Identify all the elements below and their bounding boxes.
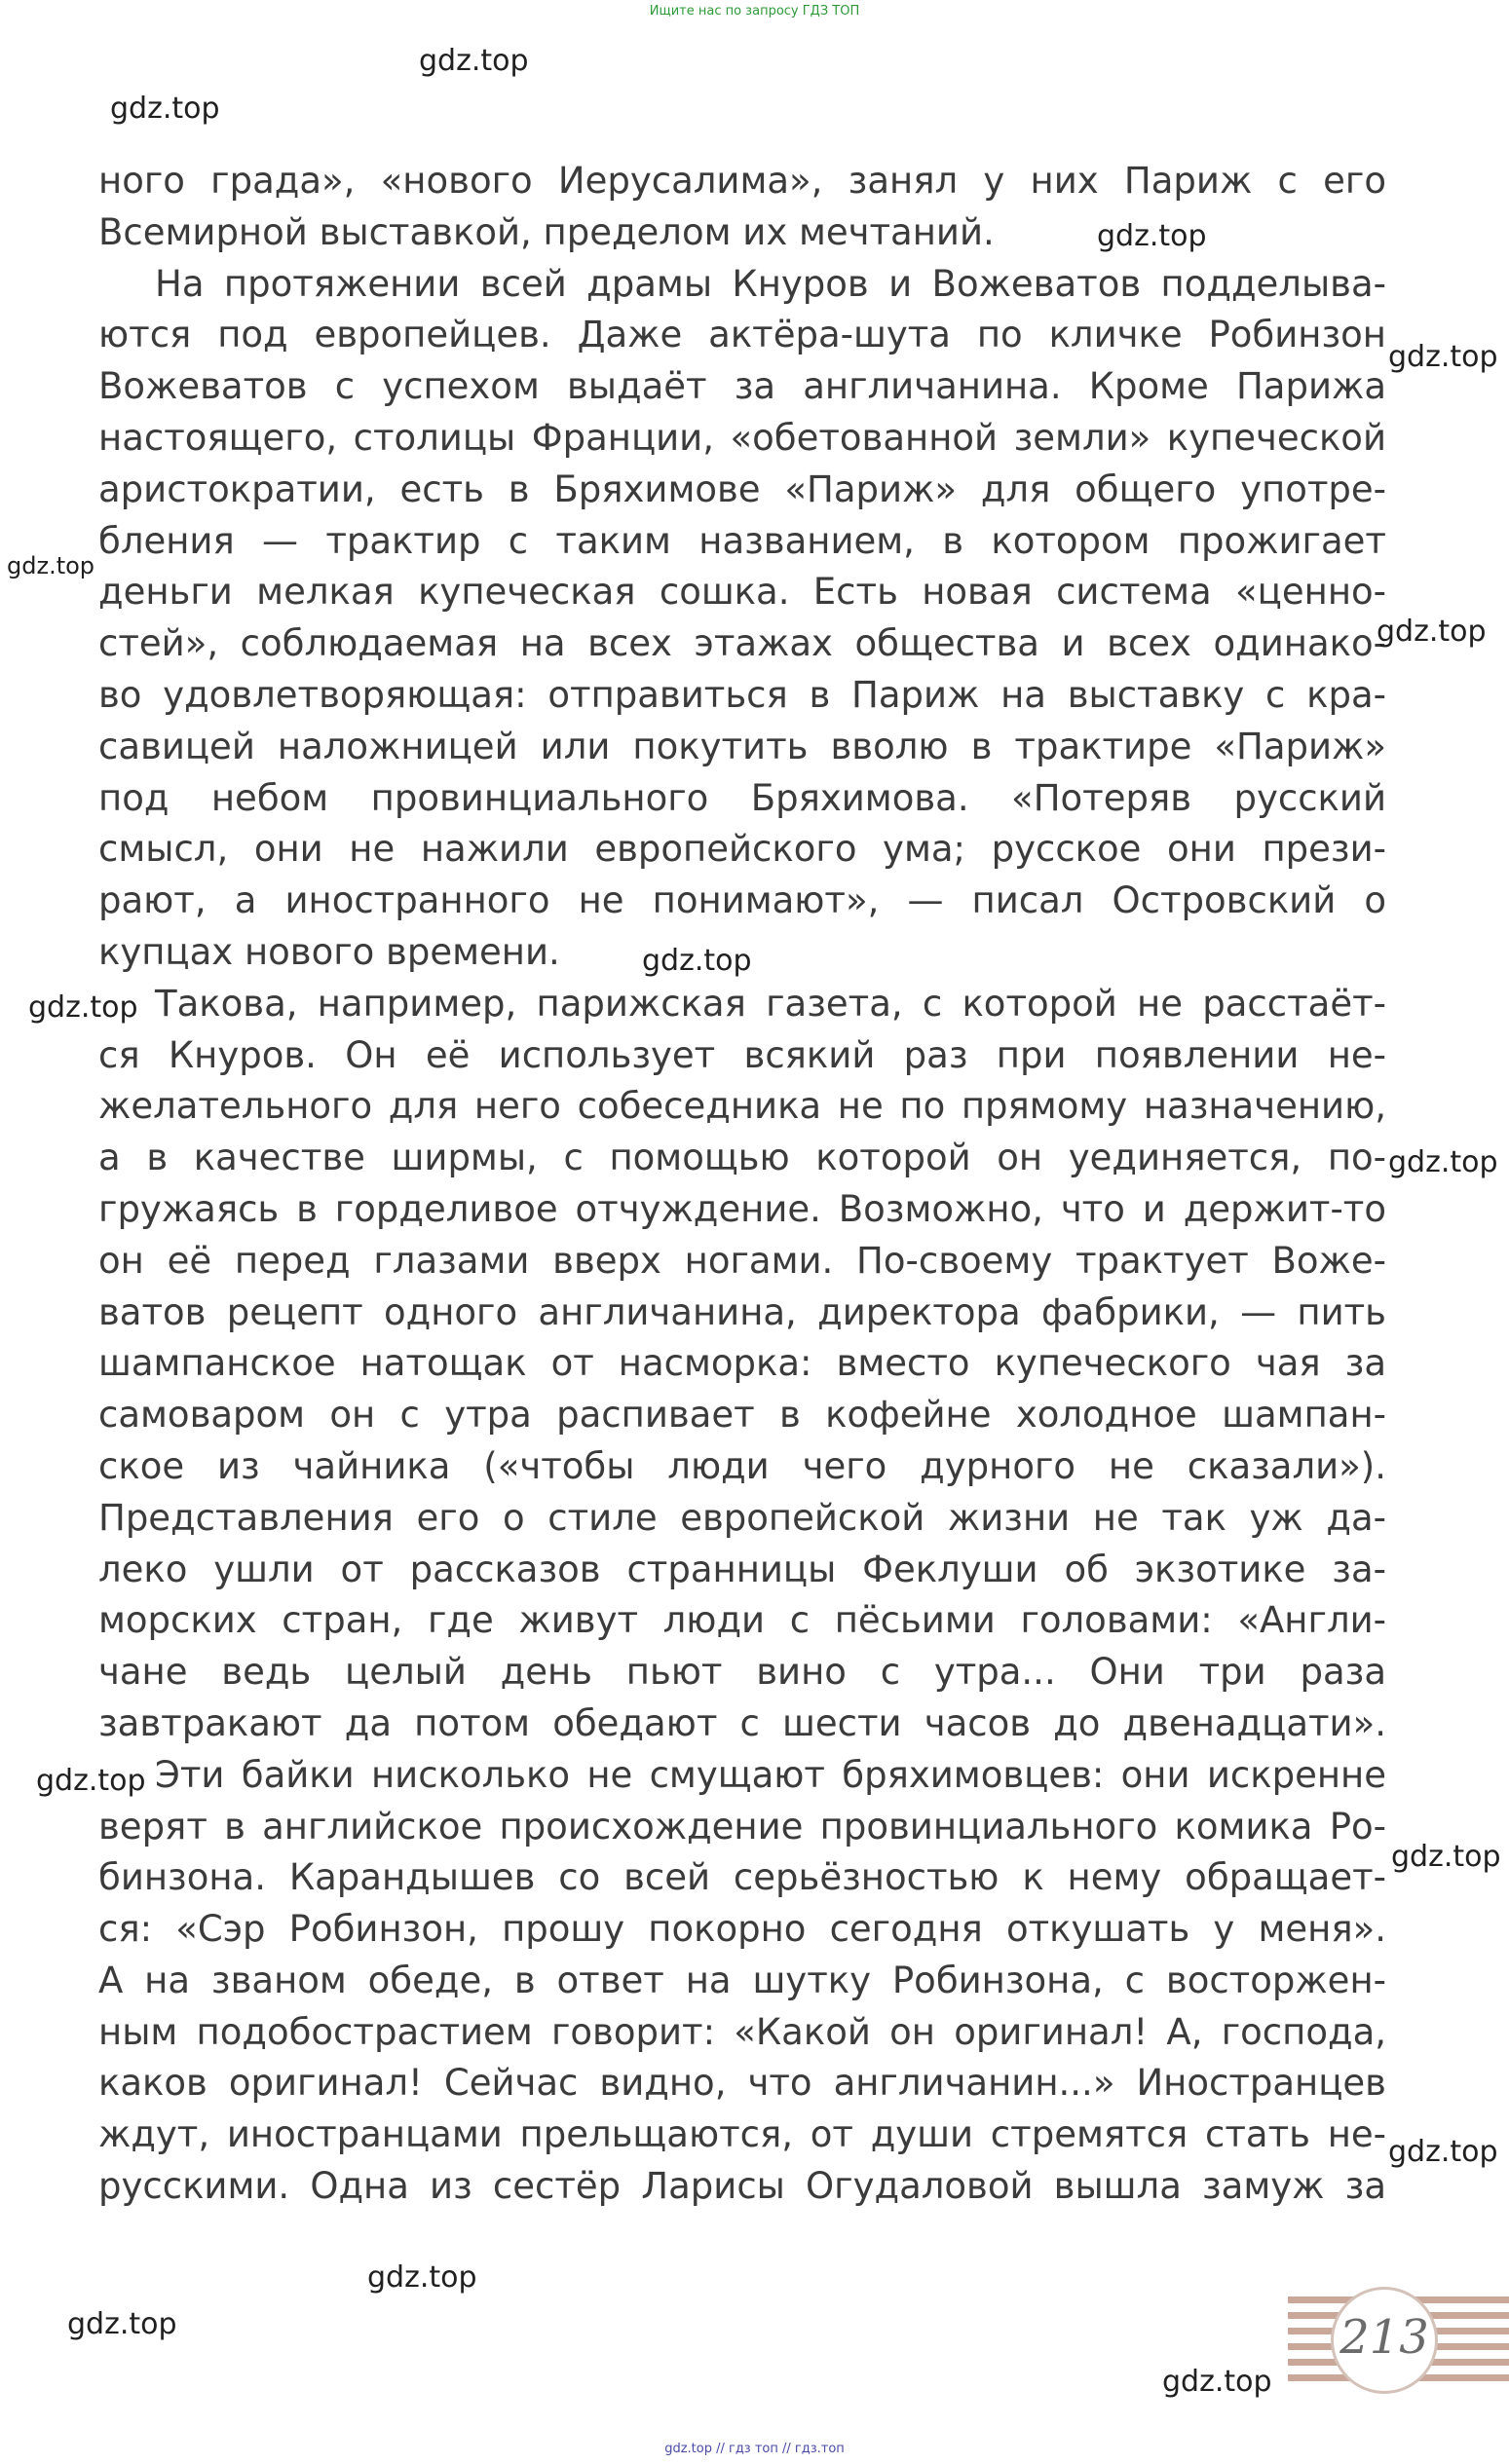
text-line: самоваром он с утра распивает в кофейне холодное шампан- [98,1394,1386,1437]
watermark: gdz.top [367,2260,477,2295]
text-line: ждут, иностранцами прельщаются, от души стремятся стать не- [98,2113,1386,2156]
text-line: ся Кнуров. Он её использует всякий раз при появлении не- [98,1033,1386,1076]
text-line: он её перед глазами вверх ногами. По-своему трактует Воже- [98,1239,1386,1282]
text-line: ным подобострастием говорит: «Какой он оригинал! А, господа, [98,2010,1386,2053]
text-line: ватов рецепт одного англичанина, директора фабрики, — пить [98,1290,1386,1333]
text-line: Всемирной выставкой, пределом их мечтаний. [98,210,995,253]
text-line: Вожеватов с успехом выдаёт за англичанина. Кроме Парижа [98,365,1386,408]
watermark: gdz.top [1388,1145,1498,1179]
watermark: gdz.top [36,1764,146,1798]
page-text [98,156,1386,2213]
text-line: под небом провинциального Бряхимова. «Потеряв русский [98,776,1386,819]
watermark: gdz.top [1097,219,1207,253]
text-line: Эти байки нисколько не смущают бряхимовцев: они искренне [155,1753,1386,1796]
text-line: во удовлетворяющая: отправиться в Париж на выставку с кра- [98,673,1386,716]
text-line: ного града», «нового Иерусалима», занял у них Париж с его [98,160,1386,202]
watermark: gdz.top [1391,1840,1501,1874]
text-line: настоящего, столицы Франции, «обетованной земли» купеческой [98,416,1386,459]
text-line: верят в английское происхождение провинциального комика Ро- [98,1805,1386,1848]
text-line: смысл, они не нажили европейского ума; русское они прези- [98,828,1386,871]
watermark: gdz.top [642,944,752,978]
watermark: gdz.top [67,2307,177,2341]
text-line: завтракают да потом обедают с шести часов до двенадцати». [98,1701,1386,1744]
text-line: морских стран, где живут люди с пёсьими головами: «Англи- [98,1599,1386,1642]
top-banner: Ищите нас по запросу ГДЗ ТОП [649,4,860,19]
text-line: На протяжении всей драмы Кнуров и Вожеватов подделыва- [155,262,1386,305]
text-line: савицей наложницей или покутить вволю в трактире «Париж» [98,725,1386,767]
text-line: ся: «Сэр Робинзон, прошу покорно сегодня откушать у меня». [98,1908,1386,1951]
watermark: gdz.top [1388,2135,1498,2169]
text-line: шампанское натощак от насморка: вместо купеческого чая за [98,1342,1386,1385]
text-line: желательного для него собеседника не по прямому назначению, [98,1085,1386,1128]
watermark: gdz.top [7,552,95,579]
watermark: gdz.top [110,92,220,126]
text-line: русскими. Одна из сестёр Ларисы Огудаловой вышла замуж за [98,2165,1386,2208]
text-line: Такова, например, парижская газета, с которой не расстаёт- [155,982,1386,1025]
text-line: рают, а иностранного не понимают», — писал Островский о [98,879,1386,922]
text-line: бинзона. Карандышев со всей серьёзностью к нему обращает- [98,1856,1386,1899]
text-line: аристократии, есть в Бряхимове «Париж» для общего употре- [98,467,1386,510]
text-line: купцах нового времени. [98,930,560,973]
text-line: каков оригинал! Сейчас видно, что англичанин...» Иностранцев [98,2062,1386,2105]
page-number: 213 [1339,2310,1429,2365]
text-line: деньги мелкая купеческая сошка. Есть новая система «ценно- [98,571,1386,614]
text-line: бления — трактир с таким названием, в котором прожигает [98,519,1386,562]
watermark: gdz.top [419,44,529,78]
text-line: ются под европейцев. Даже актёра-шута по кличке Робинзон [98,314,1386,356]
watermark: gdz.top [1388,340,1498,374]
text-line: гружаясь в горделивое отчуждение. Возможно, что и держит-то [98,1187,1386,1230]
text-line: стей», соблюдаемая на всех этажах общества и всех одинако- [98,622,1386,665]
text-line: ское из чайника («чтобы люди чего дурного не сказали»). [98,1444,1386,1487]
text-line: Представления его о стиле европейской жизни не так уж да- [98,1496,1386,1539]
text-line: а в качестве ширмы, с помощью которой он уединяется, по- [98,1137,1386,1179]
text-line: А на званом обеде, в ответ на шутку Робинзона, с восторжен- [98,1959,1386,2001]
page-number-badge [1288,2273,1509,2400]
text-line: чане ведь целый день пьют вино с утра... Они три раза [98,1651,1386,1694]
watermark: gdz.top [1377,615,1487,649]
watermark: gdz.top [1162,2365,1272,2399]
watermark: gdz.top [28,990,138,1025]
bottom-banner: gdz.top // гдз топ // гдз.топ [664,2442,845,2456]
text-line: леко ушли от рассказов странницы Феклуши об экзотике за- [98,1548,1386,1590]
